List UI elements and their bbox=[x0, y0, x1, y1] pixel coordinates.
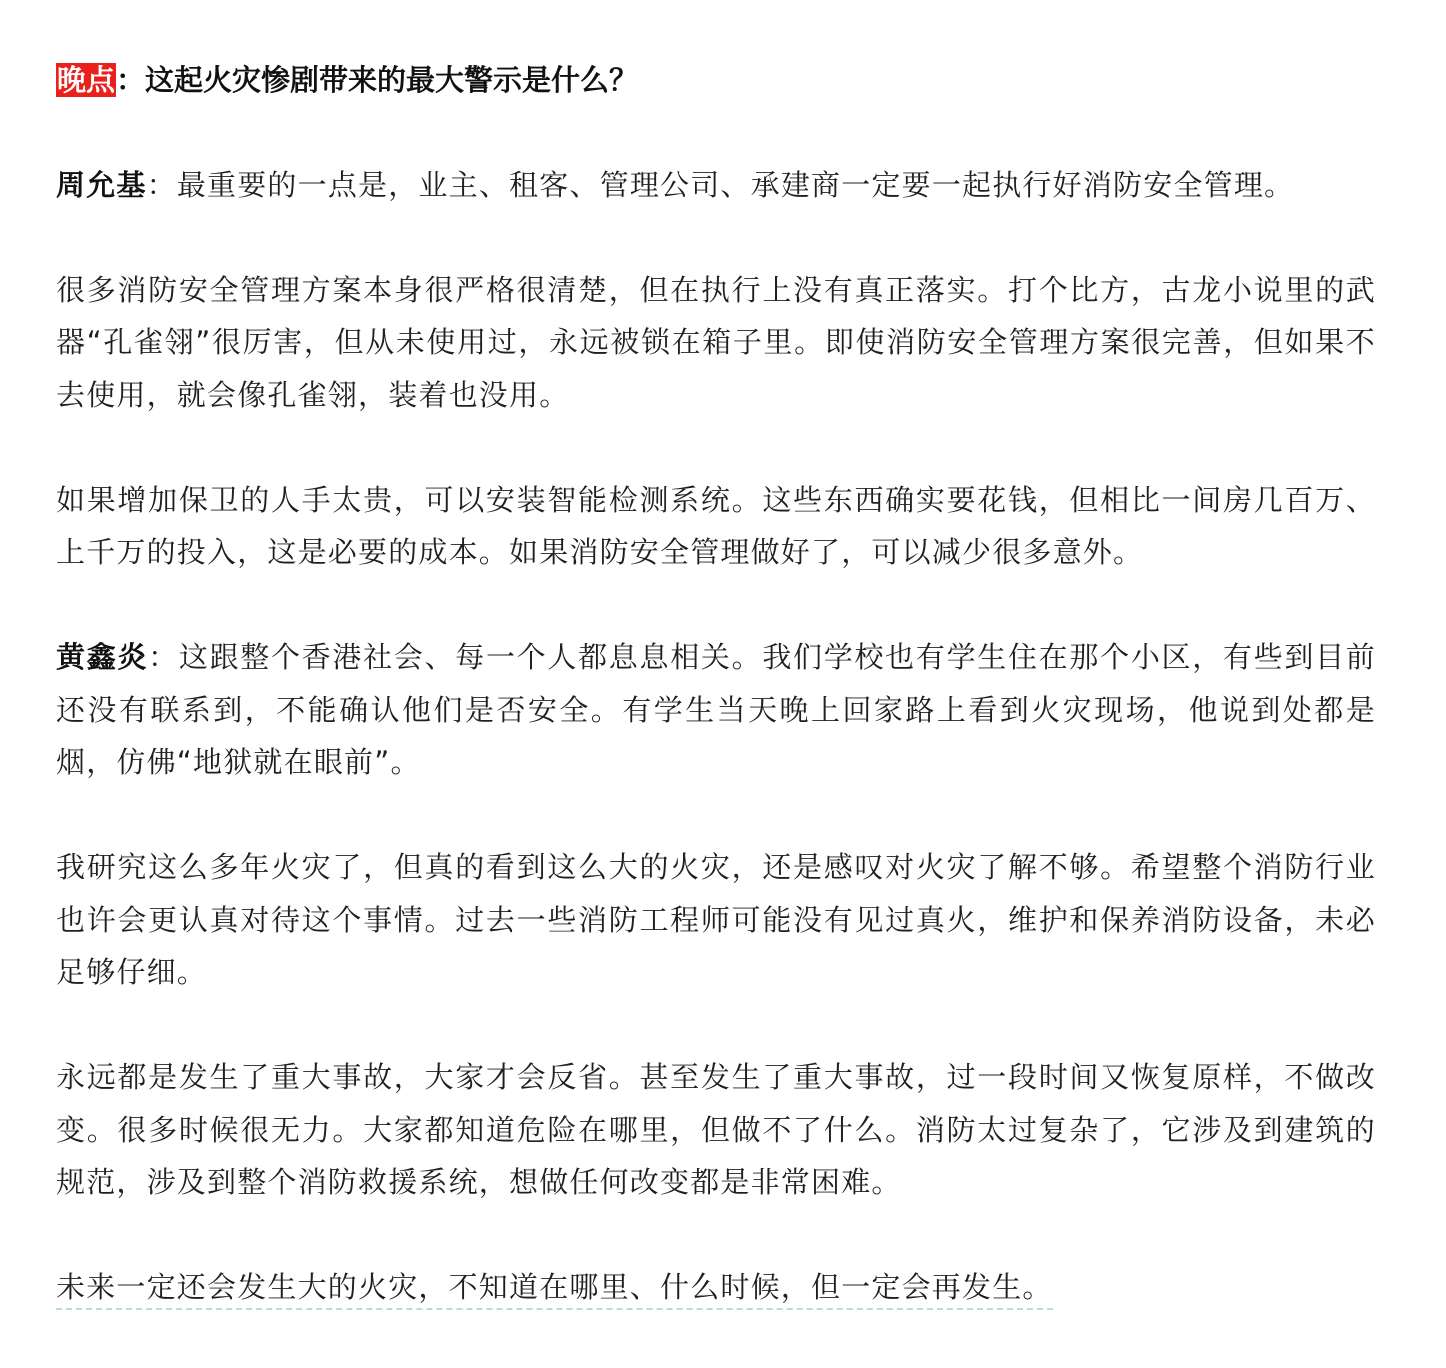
answer-paragraph-final bbox=[56, 1261, 1376, 1314]
speaker-name: 黄鑫炎 bbox=[56, 640, 149, 674]
speaker-colon: ： bbox=[146, 167, 177, 202]
spacer bbox=[56, 421, 1376, 474]
answer-paragraph: 我研究这么多年火灾了，但真的看到这么大的火灾，还是感叹对火灾了解不够。希望整个消防行业也许会更认真对待这个事情。过去一些消防工程师可能没有见过真火，维护和保养消防设备，未必足够仔细。 bbox=[56, 850, 1376, 989]
spacer bbox=[56, 579, 1376, 632]
spacer bbox=[56, 106, 1376, 159]
spacer bbox=[56, 999, 1376, 1052]
answer-paragraph: 如果增加保卫的人手太贵，可以安装智能检测系统。这些东西确实要花钱，但相比一间房几百万、上千万的投入，这是必要的成本。如果消防安全管理做好了，可以减少很多意外。 bbox=[56, 482, 1376, 569]
question-text: ：这起火灾惨剧带来的最大警示是什么？ bbox=[116, 63, 639, 97]
answer-text: 最重要的一点是，业主、租客、管理公司、承建商一定要一起执行好消防安全管理。 bbox=[176, 167, 1295, 202]
spacer bbox=[56, 1209, 1376, 1262]
speaker-name: 周允基 bbox=[56, 167, 147, 202]
spacer bbox=[56, 789, 1376, 842]
speaker-colon: ： bbox=[148, 640, 179, 674]
spacer bbox=[56, 211, 1376, 264]
answer-paragraph bbox=[56, 159, 1376, 212]
answer-text: 这跟整个香港社会、每一个人都息息相关。我们学校也有学生住在那个小区，有些到目前还没有联系到，不能确认他们是否安全。有学生当天晚上回家路上看到火灾现场，他说到处都是烟，仿佛“地狱就在眼前”。 bbox=[56, 640, 1377, 779]
answer-paragraph: 永远都是发生了重大事故，大家才会反省。甚至发生了重大事故，过一段时间又恢复原样，不做改变。很多时候很无力。大家都知道危险在哪里，但做不了什么。消防太过复杂了，它涉及到建筑的规范，涉及到整个消防救援系统，想做任何改变都是非常困难。 bbox=[56, 1060, 1376, 1199]
answer-paragraph bbox=[56, 631, 1376, 789]
underlined-text: 未来一定还会发生大的火灾，不知道在哪里、什么时候，但一定会再发生。 bbox=[56, 1270, 1053, 1310]
question-line bbox=[56, 54, 1376, 106]
answer-paragraph: 很多消防安全管理方案本身很严格很清楚，但在执行上没有真正落实。打个比方，古龙小说里的武器“孔雀翎”很厉害，但从未使用过，永远被锁在箱子里。即使消防安全管理方案很完善，但如果不去使用，就会像孔雀翎，装着也没用。 bbox=[56, 272, 1376, 412]
question-tag: 晚点 bbox=[57, 63, 116, 97]
